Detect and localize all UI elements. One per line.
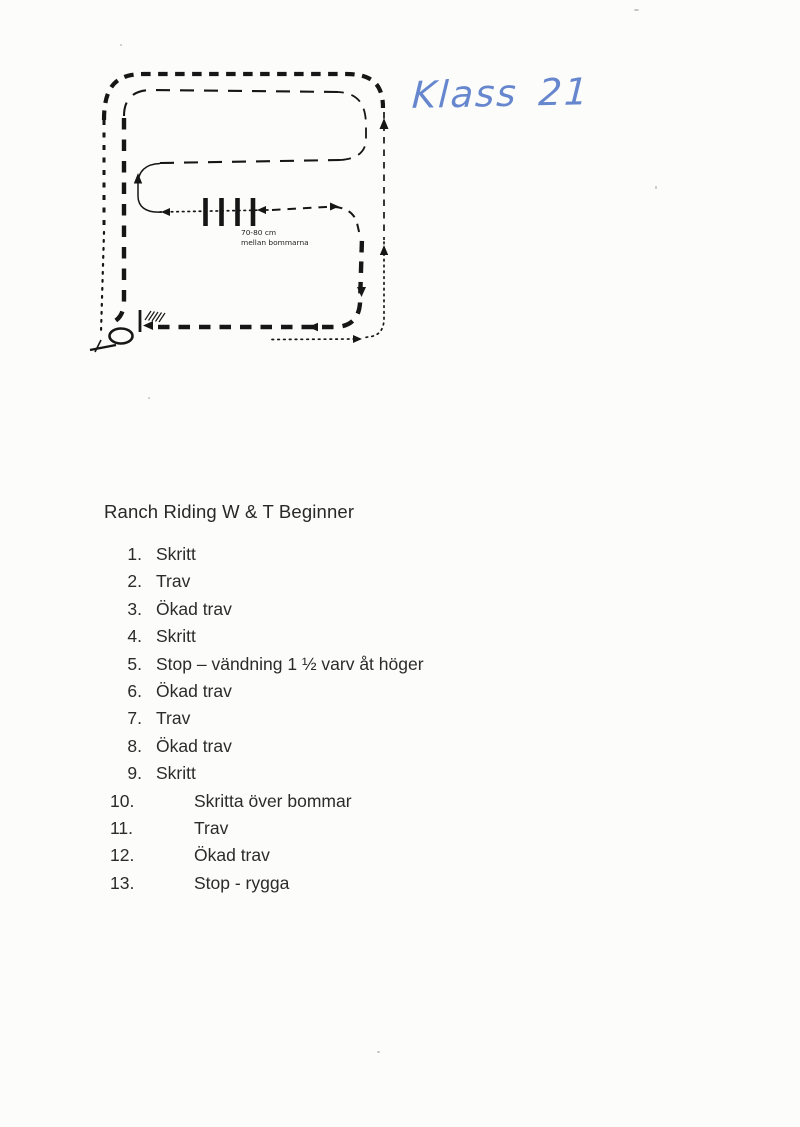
step-number: 3. (127, 598, 142, 619)
pattern-title: Ranch Riding W & T Beginner (104, 501, 355, 522)
outer-top-path (104, 74, 383, 120)
pattern-step (0, 815, 560, 842)
step-number: 12. (110, 845, 135, 866)
arrow-left-icon (257, 206, 266, 214)
step-number: 10. (110, 790, 135, 811)
handwritten-class-note: Klass 21 (410, 70, 591, 117)
spin-turn-symbol (110, 329, 133, 344)
step-number: 9. (127, 763, 142, 784)
step-text: Skritt (156, 626, 196, 647)
arrow-right-icon (330, 203, 339, 211)
ground-tick (95, 340, 101, 352)
pole-spacing-label-line1: 70-80 cm (241, 228, 277, 237)
arrow-left-icon (161, 208, 170, 216)
right-walk-path (362, 242, 384, 338)
step-number: 4. (127, 626, 142, 647)
pattern-step (0, 541, 560, 568)
step-text: Ökad trav (156, 680, 232, 701)
step-text: Ökad trav (156, 735, 232, 756)
pattern-step (0, 623, 560, 650)
pattern-step (0, 651, 560, 678)
step-text: Trav (156, 708, 191, 729)
step-text: Trav (156, 571, 191, 592)
pattern-step (0, 788, 560, 815)
arrow-left-icon (143, 321, 153, 330)
trot-curve-path (272, 207, 360, 236)
scan-speck (377, 1051, 380, 1053)
pattern-step (0, 568, 560, 595)
step-text: Stop – vändning 1 ½ varv åt höger (156, 653, 424, 674)
step-number: 5. (127, 653, 142, 674)
arrow-up-icon (380, 245, 388, 255)
course-path-group (90, 74, 384, 352)
arrow-left-icon (308, 323, 318, 332)
ground-poles (206, 198, 254, 226)
ground-mark (90, 345, 116, 350)
arrow-up-icon (380, 118, 389, 129)
pattern-step (0, 733, 560, 760)
pattern-step (0, 678, 560, 705)
step-text: Skritt (156, 544, 196, 564)
course-diagram (0, 0, 800, 420)
bottom-bold-path (158, 238, 362, 327)
scan-speck (634, 9, 639, 11)
pattern-step (0, 760, 560, 787)
pattern-step (0, 596, 560, 623)
step-number: 8. (127, 735, 142, 756)
backup-hatches (145, 311, 165, 322)
left-inner-bold-path (112, 118, 124, 323)
left-uturn-path (138, 164, 161, 213)
top-dash-path (124, 90, 338, 116)
step-number: 2. (127, 571, 142, 592)
step-number: 6. (127, 680, 142, 701)
arrow-right-icon (353, 335, 362, 343)
pattern-step (0, 705, 560, 732)
bottom-walk-path (272, 339, 354, 340)
middle-dash-path (160, 160, 340, 163)
step-text: Skritt (156, 763, 196, 784)
step-text: Stop - rygga (194, 872, 290, 893)
step-text: Ökad trav (194, 845, 270, 866)
arrow-up-icon (134, 173, 142, 184)
pole-spacing-label-line2: mellan bommarna (241, 238, 309, 247)
left-outer-dot-path (101, 232, 104, 332)
right-uturn-path (338, 92, 366, 160)
step-number: 1. (127, 544, 142, 564)
step-text: Skritta över bommar (194, 790, 352, 811)
step-number: 13. (110, 872, 135, 893)
scan-speck (120, 44, 122, 46)
scan-speck (148, 397, 150, 399)
pattern-step (0, 842, 560, 869)
scan-speck (655, 186, 657, 189)
pattern-step-list (0, 541, 560, 897)
step-text: Ökad trav (156, 598, 232, 619)
step-number: 11. (110, 817, 134, 838)
step-number: 7. (127, 708, 142, 729)
pattern-step (0, 870, 560, 897)
step-text: Trav (194, 817, 229, 838)
